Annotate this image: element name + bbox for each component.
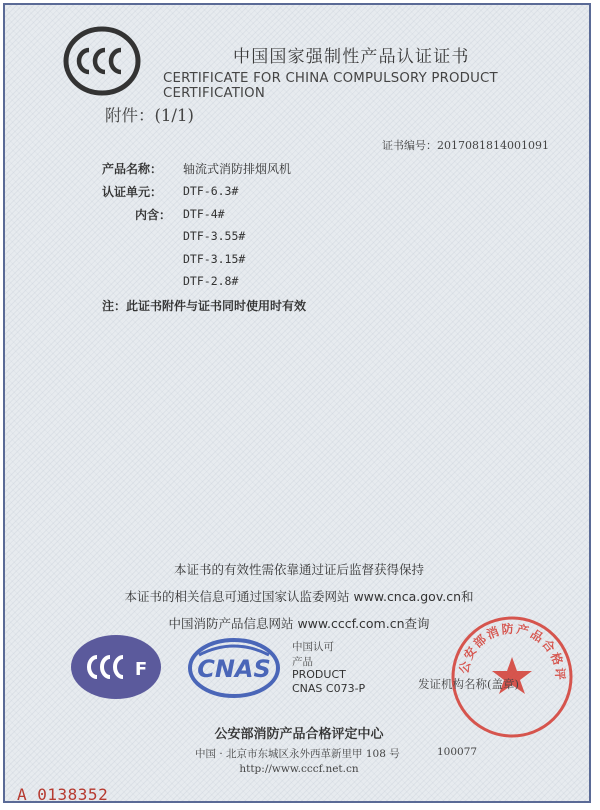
- certificate-title-cn: 中国国家强制性产品认证证书: [233, 47, 470, 67]
- contains-label: 内含：: [135, 208, 172, 222]
- certificate-number: 证书编号：2017081814001091: [382, 139, 549, 152]
- product-name-label: 产品名称：: [102, 162, 163, 176]
- certificate-frame: [3, 3, 591, 803]
- issuer-label: 发证机构名称(盖章): [418, 677, 519, 691]
- footer-line-2: 本证书的相关信息可通过国家认监委网站 www.cnca.gov.cn和: [124, 589, 474, 604]
- org-address: 中国 · 北京市东城区永外西革新里甲 108 号: [195, 748, 400, 760]
- cccf-logo-icon: [69, 633, 163, 701]
- svg-text:公安部消防产品合格评定中心: 公安部消防产品合格评: [456, 621, 568, 683]
- cert-unit-label: 认证单元：: [102, 185, 163, 199]
- footer-line-3: 中国消防产品信息网站 www.cccf.com.cn查询: [168, 616, 430, 631]
- cert-unit-value: DTF-6.3#: [183, 184, 239, 198]
- product-name-value: 轴流式消防排烟风机: [183, 162, 292, 176]
- contains-item: DTF-2.8#: [183, 274, 239, 288]
- certificate-title-en: CERTIFICATE FOR CHINA COMPULSORY PRODUCT CERTIFICATION: [163, 71, 498, 101]
- serial-number: A 0138352: [17, 785, 109, 804]
- org-postcode: 100077: [437, 746, 478, 758]
- cnas-logo-icon: [185, 635, 283, 701]
- footer-line-1: 本证书的有效性需依靠通过证后监督获得保持: [173, 562, 424, 577]
- svg-text:F: F: [134, 659, 148, 680]
- cnas-logo: [185, 635, 283, 701]
- cccf-logo: [69, 633, 163, 701]
- svg-text:CNAS: CNAS: [197, 655, 271, 683]
- issuing-organization: 公安部消防产品合格评定中心: [214, 727, 384, 742]
- validity-note: 注：此证书附件与证书同时使用时有效: [102, 299, 307, 313]
- ccc-logo-icon: [62, 25, 142, 97]
- cnas-cn-2: 产品: [292, 656, 313, 668]
- org-website: http://www.cccf.net.cn: [239, 763, 359, 775]
- cnas-en-2: CNAS C073-P: [292, 682, 366, 695]
- contains-item: DTF-3.55#: [183, 229, 246, 243]
- attachment-label: 附件：(1/1): [105, 106, 194, 125]
- cnas-en-1: PRODUCT: [292, 668, 346, 681]
- contains-item: DTF-3.15#: [183, 252, 246, 266]
- contains-item: DTF-4#: [183, 207, 225, 221]
- cnas-cn-1: 中国认可: [292, 641, 334, 653]
